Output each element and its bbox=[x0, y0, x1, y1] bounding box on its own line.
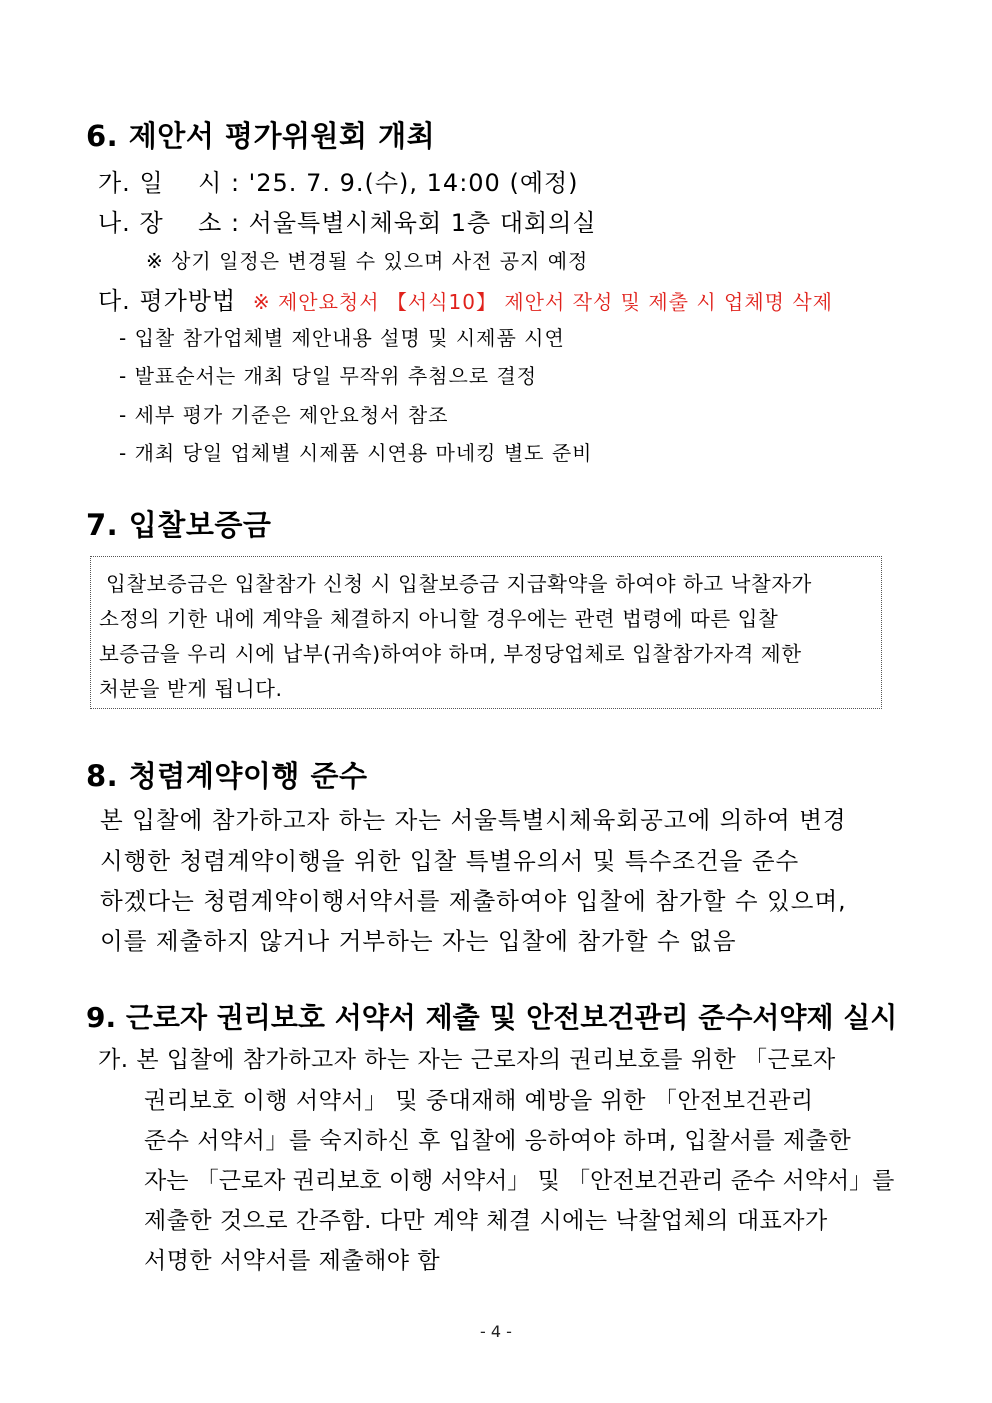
section-9-title: 9. 근로자 권리보호 서약서 제출 및 안전보건관리 준수서약제 실시 bbox=[86, 1001, 898, 1034]
page-number: - 4 - bbox=[480, 1322, 512, 1341]
s9-line-5: 제출한 것으로 간주함. 다만 계약 체결 시에는 낙찰업체의 대표자가 bbox=[144, 1208, 828, 1234]
s6-bullet-1: - 입찰 참가업체별 제안내용 설명 및 시제품 시연 bbox=[119, 326, 565, 350]
s8-line-2: 시행한 청렴계약이행을 위한 입찰 특별유의서 및 특수조건을 준수 bbox=[100, 847, 800, 875]
s9-line-3: 준수 서약서」를 숙지하신 후 입찰에 응하여야 하며, 입찰서를 제출한 bbox=[144, 1128, 852, 1154]
s7-line-1: 입찰보증금은 입찰참가 신청 시 입찰보증금 지급확약을 하여야 하고 낙찰자가 bbox=[99, 572, 812, 596]
section-7-title: 7. 입찰보증금 bbox=[86, 508, 272, 542]
s6-note: ※ 상기 일정은 변경될 수 있으며 사전 공지 예정 bbox=[146, 249, 589, 273]
s6-item-c bbox=[98, 281, 833, 316]
section-8-title: 8. 청렴계약이행 준수 bbox=[86, 759, 368, 793]
s6-item-a: 가. 일 시 : '25. 7. 9.(수), 14:00 (예정) bbox=[98, 169, 579, 197]
s8-line-4: 이를 제출하지 않거나 거부하는 자는 입찰에 참가할 수 없음 bbox=[100, 927, 737, 955]
s6-bullet-4: - 개최 당일 업체별 시제품 시연용 마네킹 별도 준비 bbox=[119, 441, 593, 465]
s7-line-2: 소정의 기한 내에 계약을 체결하지 아니할 경우에는 관련 법령에 따른 입찰 bbox=[99, 607, 779, 631]
s9-item-a-first: 가. 본 입찰에 참가하고자 하는 자는 근로자의 권리보호를 위한 「근로자 bbox=[98, 1047, 836, 1073]
s8-line-1: 본 입찰에 참가하고자 하는 자는 서울특별시체육회공고에 의하여 변경 bbox=[100, 806, 847, 834]
s7-line-3: 보증금을 우리 시에 납부(귀속)하여야 하며, 부정당업체로 입찰참가자격 제한 bbox=[99, 642, 802, 666]
s6-item-c-note: ※ 제안요청서 【서식10】 제안서 작성 및 제출 시 업체명 삭제 bbox=[252, 290, 833, 314]
s6-item-c-label: 다. 평가방법 bbox=[98, 287, 237, 315]
s9-line-6: 서명한 서약서를 제출해야 함 bbox=[144, 1248, 441, 1274]
s6-bullet-2: - 발표순서는 개최 당일 무작위 추첨으로 결정 bbox=[119, 364, 538, 388]
s6-bullet-3: - 세부 평가 기준은 제안요청서 참조 bbox=[119, 403, 449, 427]
s7-line-4: 처분을 받게 됩니다. bbox=[99, 677, 283, 701]
s8-line-3: 하겠다는 청렴계약이행서약서를 제출하여야 입찰에 참가할 수 있으며, bbox=[100, 887, 847, 915]
s9-line-2: 권리보호 이행 서약서」 및 중대재해 예방을 위한 「안전보건관리 bbox=[144, 1088, 814, 1114]
s6-item-b: 나. 장 소 : 서울특별시체육회 1층 대회의실 bbox=[98, 209, 597, 237]
s9-line-4: 자는 「근로자 권리보호 이행 서약서」 및 「안전보건관리 준수 서약서」를 bbox=[144, 1168, 895, 1194]
section-6-title: 6. 제안서 평가위원회 개최 bbox=[86, 119, 436, 153]
bid-deposit-notice-box bbox=[90, 556, 882, 709]
